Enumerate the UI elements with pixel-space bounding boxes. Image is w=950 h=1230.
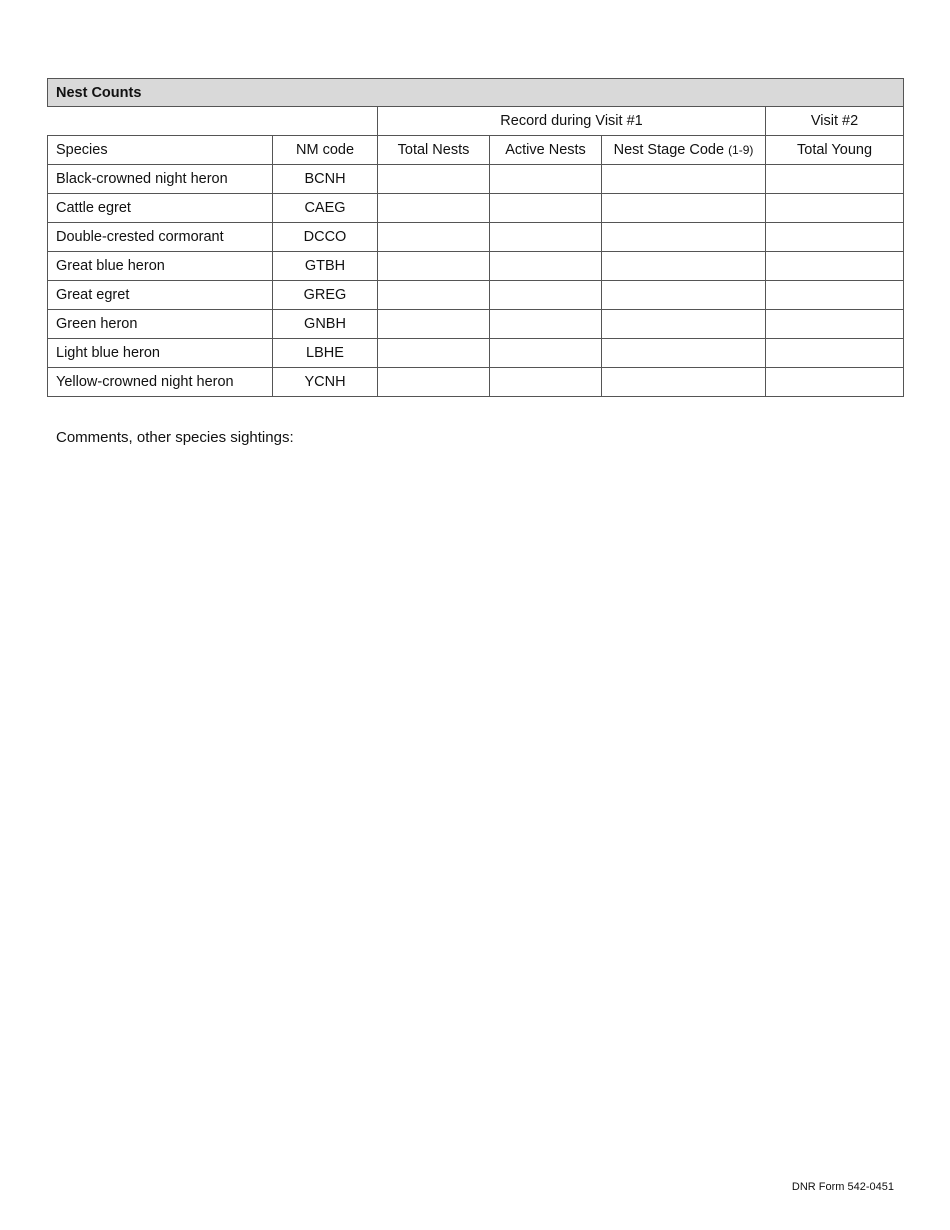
active-nests-entry[interactable] [490,281,602,310]
table-title: Nest Counts [48,79,904,107]
table-row [48,339,904,368]
total-nests-entry[interactable] [378,310,490,339]
nest-stage-entry[interactable] [602,368,766,397]
group-header-row [48,107,904,136]
nest-stage-label: Nest Stage Code [613,142,725,158]
total-nests-entry[interactable] [378,223,490,252]
total-young-entry[interactable] [766,339,904,368]
code-cell: GTBH [273,252,378,281]
species-cell: Yellow-crowned night heron [48,368,273,397]
nm-code-header: NM code [273,136,378,165]
visit1-group-header: Record during Visit #1 [378,107,766,136]
species-cell: Black-crowned night heron [48,165,273,194]
code-cell: DCCO [273,223,378,252]
nest-stage-entry[interactable] [602,223,766,252]
active-nests-entry[interactable] [490,165,602,194]
code-cell: GNBH [273,310,378,339]
code-cell: LBHE [273,339,378,368]
active-nests-entry[interactable] [490,223,602,252]
nest-stage-entry[interactable] [602,194,766,223]
active-nests-entry[interactable] [490,339,602,368]
total-nests-entry[interactable] [378,194,490,223]
nest-stage-entry[interactable] [602,339,766,368]
nest-counts-table [47,78,904,397]
species-cell: Cattle egret [48,194,273,223]
species-cell: Green heron [48,310,273,339]
code-cell: CAEG [273,194,378,223]
total-nests-entry[interactable] [378,368,490,397]
total-nests-entry[interactable] [378,252,490,281]
code-cell: GREG [273,281,378,310]
species-cell: Great egret [48,281,273,310]
table-row [48,223,904,252]
comments-label: Comments, other species sightings: [56,429,294,446]
total-young-entry[interactable] [766,252,904,281]
species-header: Species [48,136,273,165]
form-number: DNR Form 542-0451 [791,1181,894,1193]
visit2-group-header: Visit #2 [766,107,904,136]
total-nests-entry[interactable] [378,281,490,310]
code-cell: BCNH [273,165,378,194]
total-nests-entry[interactable] [378,165,490,194]
group-header-spacer [48,107,378,136]
total-nests-entry[interactable] [378,339,490,368]
nest-stage-entry[interactable] [602,310,766,339]
total-young-header: Total Young [766,136,904,165]
table-title-row [48,79,904,107]
table-row [48,368,904,397]
total-young-entry[interactable] [766,368,904,397]
active-nests-entry[interactable] [490,252,602,281]
total-young-entry[interactable] [766,310,904,339]
nest-stage-header [602,136,766,165]
total-young-entry[interactable] [766,223,904,252]
total-young-entry[interactable] [766,194,904,223]
species-cell: Double-crested cormorant [48,223,273,252]
active-nests-entry[interactable] [490,310,602,339]
table-row [48,194,904,223]
species-cell: Great blue heron [48,252,273,281]
column-header-row [48,136,904,165]
nest-stage-range: (1-9) [728,143,754,157]
active-nests-header: Active Nests [490,136,602,165]
nest-stage-entry[interactable] [602,252,766,281]
table-row [48,310,904,339]
active-nests-entry[interactable] [490,368,602,397]
active-nests-entry[interactable] [490,194,602,223]
table-row [48,252,904,281]
total-young-entry[interactable] [766,281,904,310]
nest-stage-entry[interactable] [602,165,766,194]
table-row [48,165,904,194]
nest-stage-entry[interactable] [602,281,766,310]
code-cell: YCNH [273,368,378,397]
species-cell: Light blue heron [48,339,273,368]
total-young-entry[interactable] [766,165,904,194]
total-nests-header: Total Nests [378,136,490,165]
table-row [48,281,904,310]
